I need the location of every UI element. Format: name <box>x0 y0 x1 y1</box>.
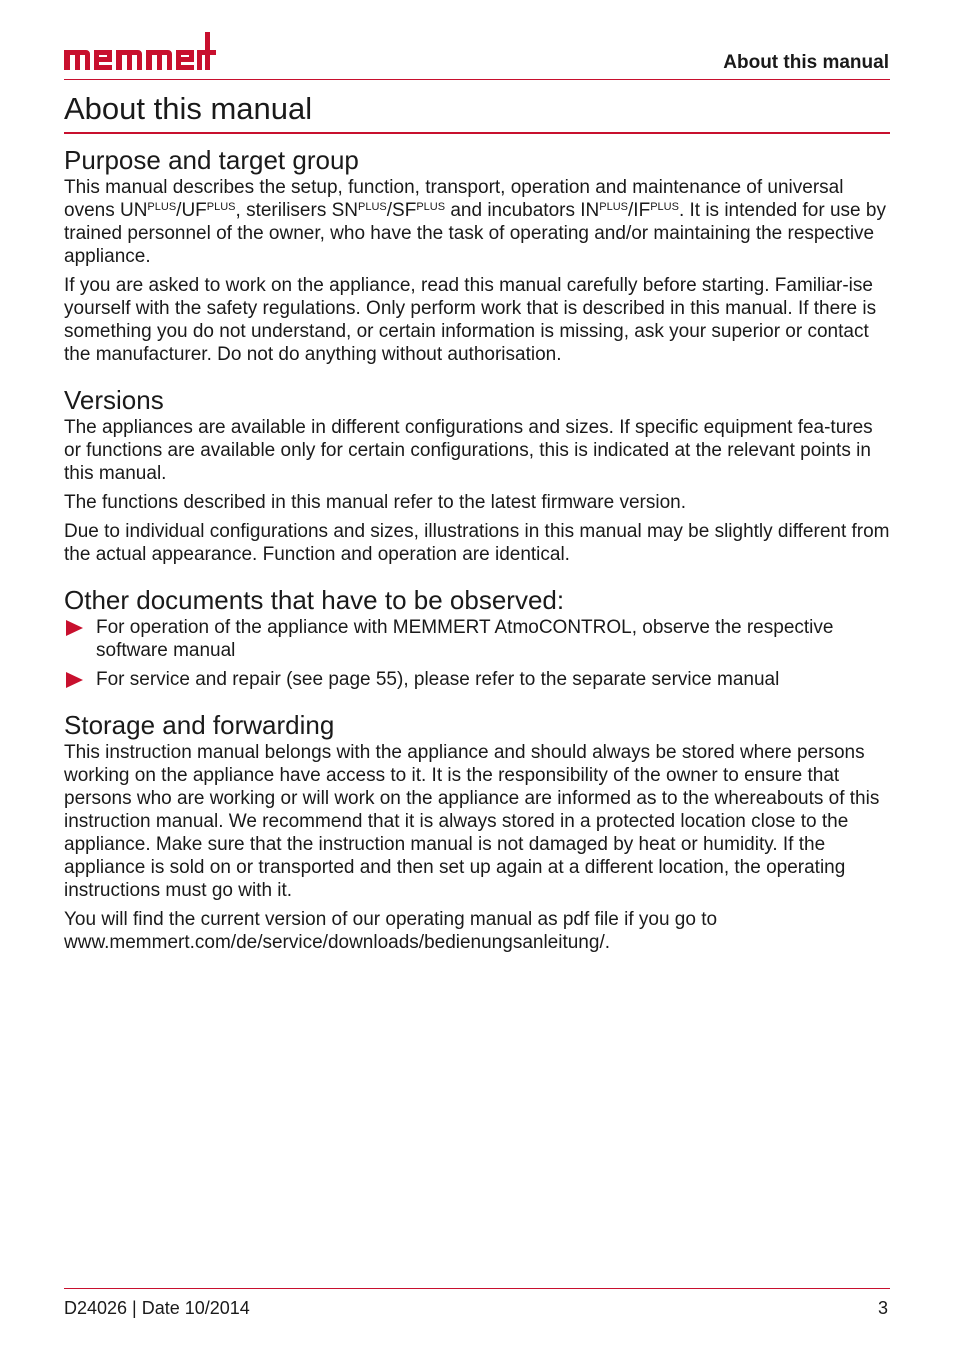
storage-paragraph-1: This instruction manual belongs with the appliance and should always be stored where persons working on the appliance have access to it. It is the responsibility of the owner to ensure that persons who are working or will work on the appliance are informed as to the whereabouts of this instruction manual. We recommend that it is always stored in a protected location close to the appliance. Make sure that the instruction manual is not damaged by heat or humidity. If the appliance is sold on or transported and then set up again at a different location, the operating instructions must go with it. <box>64 742 880 901</box>
footer-divider <box>64 1288 890 1289</box>
section-heading-other-documents: Other documents that have to be observed: <box>64 585 565 615</box>
document-info: D24026 | Date 10/2014 <box>64 1298 250 1318</box>
versions-paragraph-3: Due to individual configurations and sizes, illustrations in this manual may be slightly different from the actual appearance. Function and operation are identical. <box>64 521 890 565</box>
list-item-text: For service and repair (see page 55), please refer to the separate service manual <box>96 669 780 690</box>
arrow-bullet-icon <box>66 620 83 636</box>
section-heading-purpose: Purpose and target group <box>64 145 359 175</box>
purpose-paragraph-2: If you are asked to work on the appliance, read this manual carefully before starting. Familiar-ise yourself with the safety regulations. Only perform work that is described in this manual. If there is something you do not understand, or certain information is missing, ask your superior or contact the manufacturer. Do not do anything without authorisation. <box>64 275 877 365</box>
storage-paragraph-2: You will find the current version of our operating manual as pdf file if you go to www.memmert.com/de/service/downloads/bedienungsanleitung/. <box>64 909 718 953</box>
section-heading-versions: Versions <box>64 385 164 415</box>
page-number: 3 <box>877 1298 888 1318</box>
versions-paragraph-1: The appliances are available in different configurations and sizes. If specific equipment fea-tures or functions are available only for certain configurations, this is indicated at the relevant points in this manual. <box>64 417 873 484</box>
versions-paragraph-2: The functions described in this manual refer to the latest firmware version. <box>64 492 687 513</box>
header-divider <box>64 79 890 80</box>
section-other-documents <box>64 584 890 691</box>
arrow-bullet-icon <box>66 672 83 688</box>
section-purpose <box>64 144 890 366</box>
section-versions <box>64 384 890 566</box>
list-item <box>64 616 890 662</box>
purpose-paragraph-1: This manual describes the setup, function, transport, operation and maintenance of universal ovens $UN^{PLUS}/UF^{PLUS}$, sterilisers $SN^{PLUS}/SF^{PLUS}$ and incubators $IN^{PLUS}/IF^{PLUS}$. It is intended for use by trained personnel of the owner, who have the task of operating and/or maintaining the respective appliance. <box>64 177 886 267</box>
section-heading-storage: Storage and forwarding <box>64 710 335 740</box>
running-title: About this manual <box>723 52 889 73</box>
main-content <box>64 86 890 960</box>
page-title: About this manual <box>64 90 890 134</box>
memmert-logo <box>64 32 216 72</box>
section-storage <box>64 709 890 954</box>
list-item <box>64 668 890 691</box>
other-documents-list <box>64 616 890 691</box>
list-item-text: For operation of the appliance with MEMMERT AtmoCONTROL, observe the respective software manual <box>96 617 834 661</box>
